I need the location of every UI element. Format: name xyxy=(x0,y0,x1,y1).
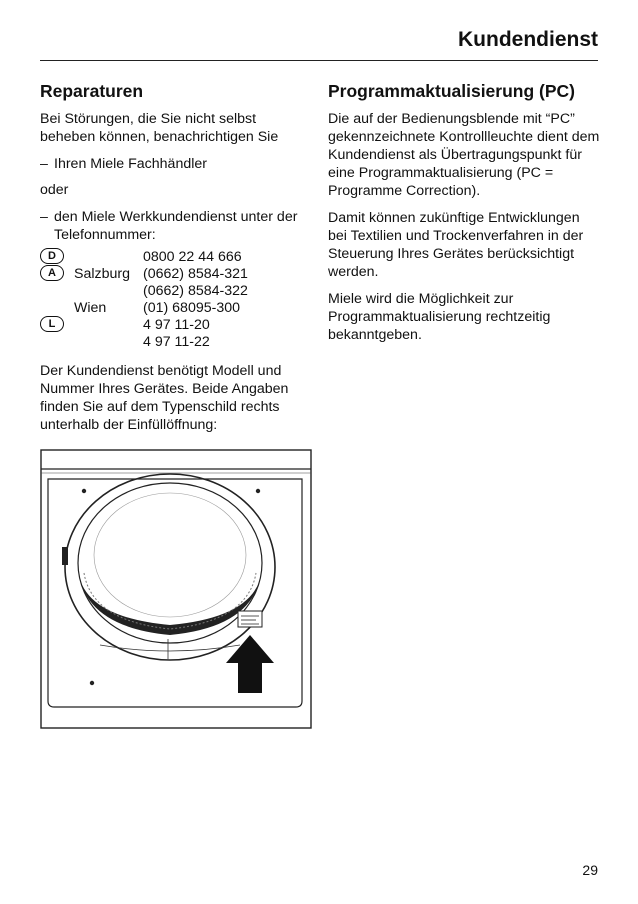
filter-band xyxy=(78,569,262,635)
dryer-door-illustration xyxy=(40,449,312,729)
screw-icon xyxy=(90,681,94,685)
program-update-p1: Die auf der Bedienungsblende mit “PC” gekennzeichnete Kontrollleuchte dient dem Kundendienst als Übertragungspunkt für eine Programmaktualisierung (PC = Programme Correction). xyxy=(328,111,600,199)
phone-number: (01) 68095-300 xyxy=(143,300,241,316)
section-heading-repairs: Reparaturen xyxy=(40,81,144,101)
program-update-p3: Miele wird die Möglichkeit zur Programmaktualisierung rechtzeitig bekanntgeben. xyxy=(328,291,551,343)
page-header-title: Kundendienst xyxy=(458,28,598,51)
left-column xyxy=(40,80,312,443)
phone-row xyxy=(40,248,312,265)
screw-icon xyxy=(82,489,86,493)
phone-row xyxy=(40,282,312,299)
phone-number: 4 97 11-20 xyxy=(143,317,210,333)
list-item-factory-service xyxy=(40,208,312,244)
phone-row xyxy=(40,333,312,350)
factory-service-text: den Miele Werkkundendienst unter der Telefonnummer: xyxy=(54,209,298,243)
drum-interior xyxy=(94,493,246,617)
phone-number: 4 97 11-22 xyxy=(143,334,210,350)
header-divider xyxy=(40,60,598,61)
oder-text: oder xyxy=(40,182,69,198)
phone-city: Wien xyxy=(74,300,107,316)
phone-row xyxy=(40,299,312,316)
right-column xyxy=(328,80,600,353)
dealer-text: Ihren Miele Fachhändler xyxy=(54,156,207,172)
arrow-up-icon xyxy=(226,635,274,693)
country-badge-l: L xyxy=(40,316,64,332)
phone-city: Salzburg xyxy=(74,266,130,282)
dash-marker: – xyxy=(40,209,48,225)
country-badge-a: A xyxy=(40,265,64,281)
filter-mesh xyxy=(84,573,256,629)
page-number: 29 xyxy=(582,862,598,878)
section-heading-program-update: Programmaktualisierung (PC) xyxy=(328,81,575,101)
screw-icon xyxy=(256,489,260,493)
phone-row xyxy=(40,316,312,333)
model-info-text: Der Kundendienst benötigt Modell und Nummer Ihres Gerätes. Beide Angaben finden Sie auf dem Typenschild rechts unterhalb der Einfüllöffnung: xyxy=(40,363,289,433)
door-latch xyxy=(62,547,68,565)
door-inner-ring xyxy=(78,483,262,643)
phone-number: 0800 22 44 666 xyxy=(143,249,242,265)
dash-marker: – xyxy=(40,156,48,172)
list-item-dealer xyxy=(40,155,312,173)
phone-list xyxy=(40,248,312,350)
phone-row xyxy=(40,265,312,282)
phone-number: (0662) 8584-322 xyxy=(143,283,248,299)
illustration-frame xyxy=(41,450,311,728)
repairs-intro: Bei Störungen, die Sie nicht selbst beheben können, benachrichtigen Sie xyxy=(40,111,279,145)
program-update-p2: Damit können zukünftige Entwicklungen bei Textilien und Trockenverfahren in der Steuerung Ihres Gerätes berücksichtigt werden. xyxy=(328,210,584,280)
phone-number: (0662) 8584-321 xyxy=(143,266,248,282)
type-plate xyxy=(238,611,262,627)
country-badge-d: D xyxy=(40,248,64,264)
